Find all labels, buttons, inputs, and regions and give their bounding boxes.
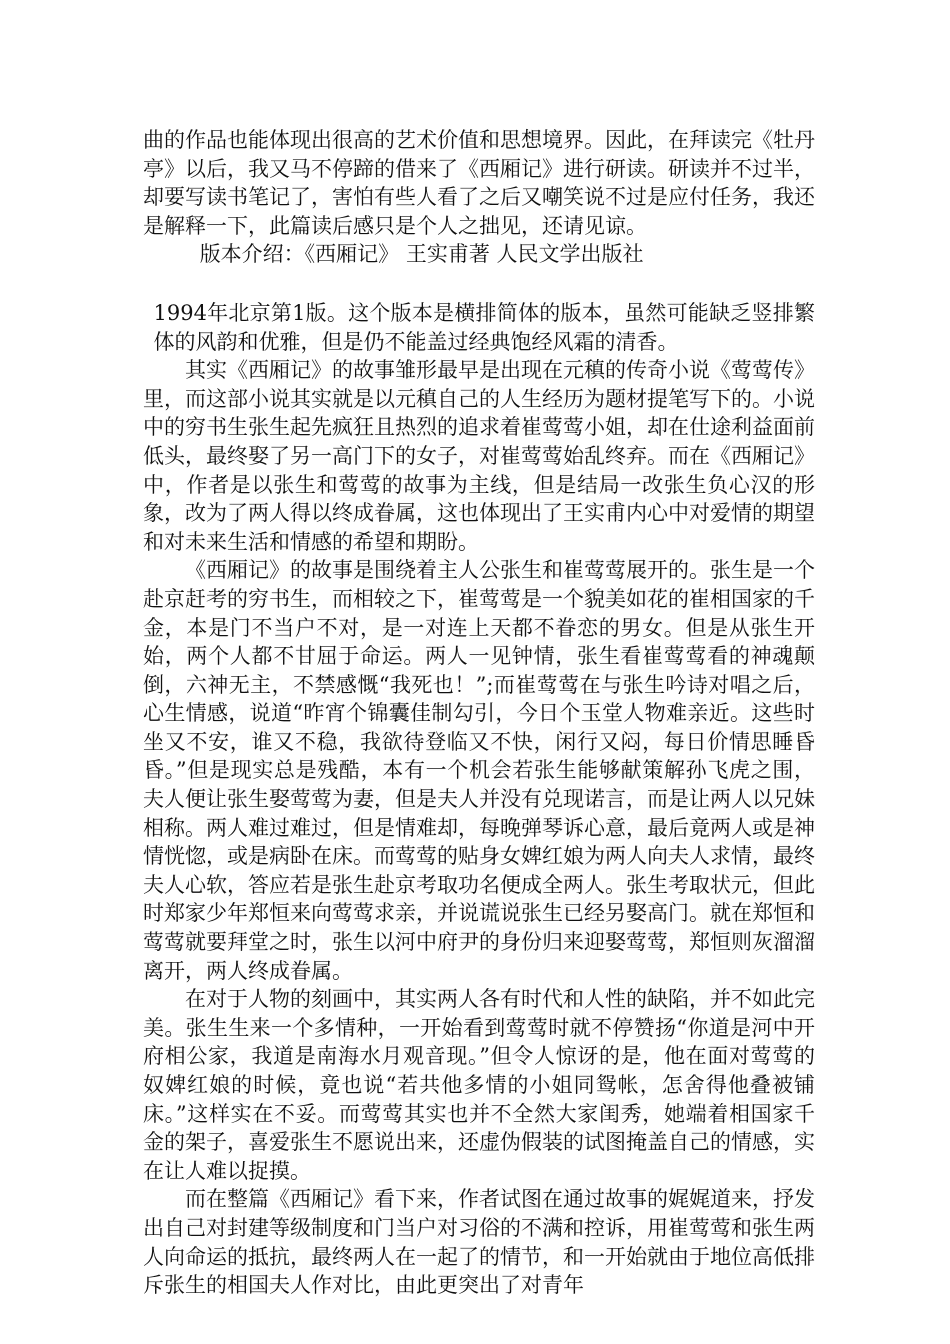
paragraph-theme: 而在整篇《西厢记》看下来，作者试图在通过故事的娓娓道来，抒发出自己对封建等级制度和门当户对习俗的不满和控诉，用崔莺莺和张生两人向命运的抵抗，最终两人在一起了的情节，和一开始就由于地位高低排斥张生的相国夫人作对比，由此更突出了对青年 (143, 1187, 815, 1298)
paragraph-origin: 其实《西厢记》的故事雏形最早是出现在元稹的传奇小说《莺莺传》里，而这部小说其实就是以元稹自己的人生经历为题材提笔写下的。小说中的穷书生张生起先疯狂且热烈的追求着崔莺莺小姐，却在仕途利益面前低头，最终娶了另一高门下的女子，对崔莺莺始乱终弃。而在《西厢记》中，作者是以张生和莺莺的故事为主线，但是结局一改张生负心汉的形象，改为了两人得以终成眷属，这也体现出了王实甫内心中对爱情的期望和对未来生活和情感的希望和期盼。 (143, 358, 815, 554)
blank-line (143, 269, 815, 299)
document-page (143, 126, 815, 1300)
edition-info: 版本介绍：《西厢记》 王实甫著 人民文学出版社 (199, 242, 644, 267)
paragraph-intro: 曲的作品也能体现出很高的艺术价值和思想境界。因此，在拜读完《牡丹亭》以后，我又马不停蹄的借来了《西厢记》进行研读。研读并不过半，却要写读书笔记了，害怕有些人看了之后又嘲笑说不过是应付任务，我还是解释一下，此篇读后感只是个人之拙见，还请见谅。 (143, 128, 815, 238)
paragraph-plot: 《西厢记》的故事是围绕着主人公张生和崔莺莺展开的。张生是一个赴京赶考的穷书生，而相较之下，崔莺莺是一个貌美如花的崔相国家的千金，本是门不当户不对，是一对连上天都不眷恋的男女。但是从张生开始，两个人都不甘屈于命运。两人一见钟情，张生看崔莺莺看的神魂颠倒，六神无主，不禁感慨“我死也！”;而崔莺莺在与张生吟诗对唱之后，心生情感，说道“昨宵个锦囊佳制勾引，今日个玉堂人物难亲近。这些时坐又不安，谁又不稳，我欲待登临又不快，闲行又闷，每日价情思睡昏昏。”但是现实总是残酷，本有一个机会若张生能够献策解孙飞虎之围，夫人便让张生娶莺莺为妻，但是夫人并没有兑现诺言，而是让两人以兄妹相称。两人难过难过，但是情难却，每晚弹琴诉心意，最后竟两人或是神情恍惚，或是病卧在床。而莺莺的贴身女婢红娘为两人向夫人求情，最终夫人心软，答应若是张生赴京考取功名便成全两人。张生考取状元，但此时郑家少年郑恒来向莺莺求亲，并说谎说张生已经另娶高门。就在郑恒和莺莺就要拜堂之时，张生以河中府尹的身份归来迎娶莺莺，郑恒则灰溜溜离开，两人终成眷属。 (143, 558, 815, 983)
publication-details: 1994年北京第1版。这个版本是横排简体的版本，虽然可能缺乏竖排繁体的风韵和优雅，但是仍不能盖过经典饱经风霜的清香。 (153, 300, 815, 354)
paragraph-characters: 在对于人物的刻画中，其实两人各有时代和人性的缺陷，并不如此完美。张生生来一个多情种，一开始看到莺莺时就不停赞扬“你道是河中开府相公家，我道是南海水月观音现。”但令人惊讶的是，他在面对莺莺的奴婢红娘的时候，竟也说“若共他多情的小姐同鸳帐，怎舍得他叠被铺床。”这样实在不妥。而莺莺其实也并不全然大家闺秀，她端着相国家千金的架子，喜爱张生不愿说出来，还虚伪假装的试图掩盖自己的情感，实在让人难以捉摸。 (143, 987, 815, 1183)
